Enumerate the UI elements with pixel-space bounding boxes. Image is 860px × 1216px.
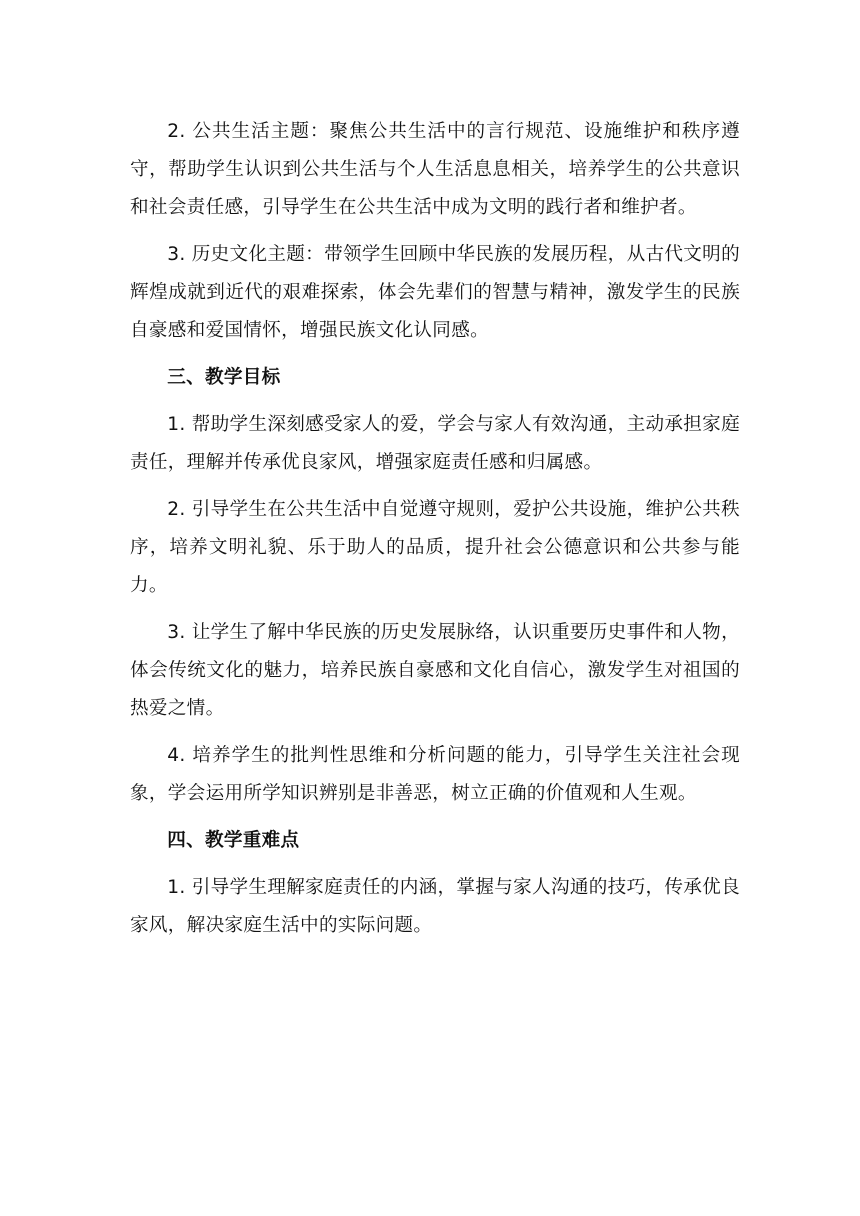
- paragraph-objective-3: 3. 让学生了解中华民族的历史发展脉络，认识重要历史事件和人物，体会传统文化的魅力，培养民族自豪感和文化自信心，激发学生对祖国的热爱之情。: [130, 622, 740, 719]
- paragraph-objective-1: 1. 帮助学生深刻感受家人的爱，学会与家人有效沟通，主动承担家庭责任，理解并传承优良家风，增强家庭责任感和归属感。: [130, 414, 740, 473]
- paragraph-public-life-theme: 2. 公共生活主题：聚焦公共生活中的言行规范、设施维护和秩序遵守，帮助学生认识到公共生活与个人生活息息相关，培养学生的公共意识和社会责任感，引导学生在公共生活中成为文明的践行者和维护者。: [130, 121, 740, 218]
- heading-key-difficulties: 四、教学重难点: [167, 830, 300, 851]
- paragraph-objective-4: 4. 培养学生的批判性思维和分析问题的能力，引导学生关注社会现象，学会运用所学知识辨别是非善恶，树立正确的价值观和人生观。: [130, 745, 740, 804]
- heading-teaching-objectives: 三、教学目标: [167, 367, 281, 388]
- paragraph-difficulty-1: 1. 引导学生理解家庭责任的内涵，掌握与家人沟通的技巧，传承优良家风，解决家庭生活中的实际问题。: [130, 877, 740, 936]
- paragraph-history-culture-theme: 3. 历史文化主题：带领学生回顾中华民族的发展历程，从古代文明的辉煌成就到近代的艰难探索，体会先辈们的智慧与精神，激发学生的民族自豪感和爱国情怀，增强民族文化认同感。: [130, 244, 740, 341]
- paragraph-objective-2: 2. 引导学生在公共生活中自觉遵守规则，爱护公共设施，维护公共秩序，培养文明礼貌、乐于助人的品质，提升社会公德意识和公共参与能力。: [130, 499, 740, 596]
